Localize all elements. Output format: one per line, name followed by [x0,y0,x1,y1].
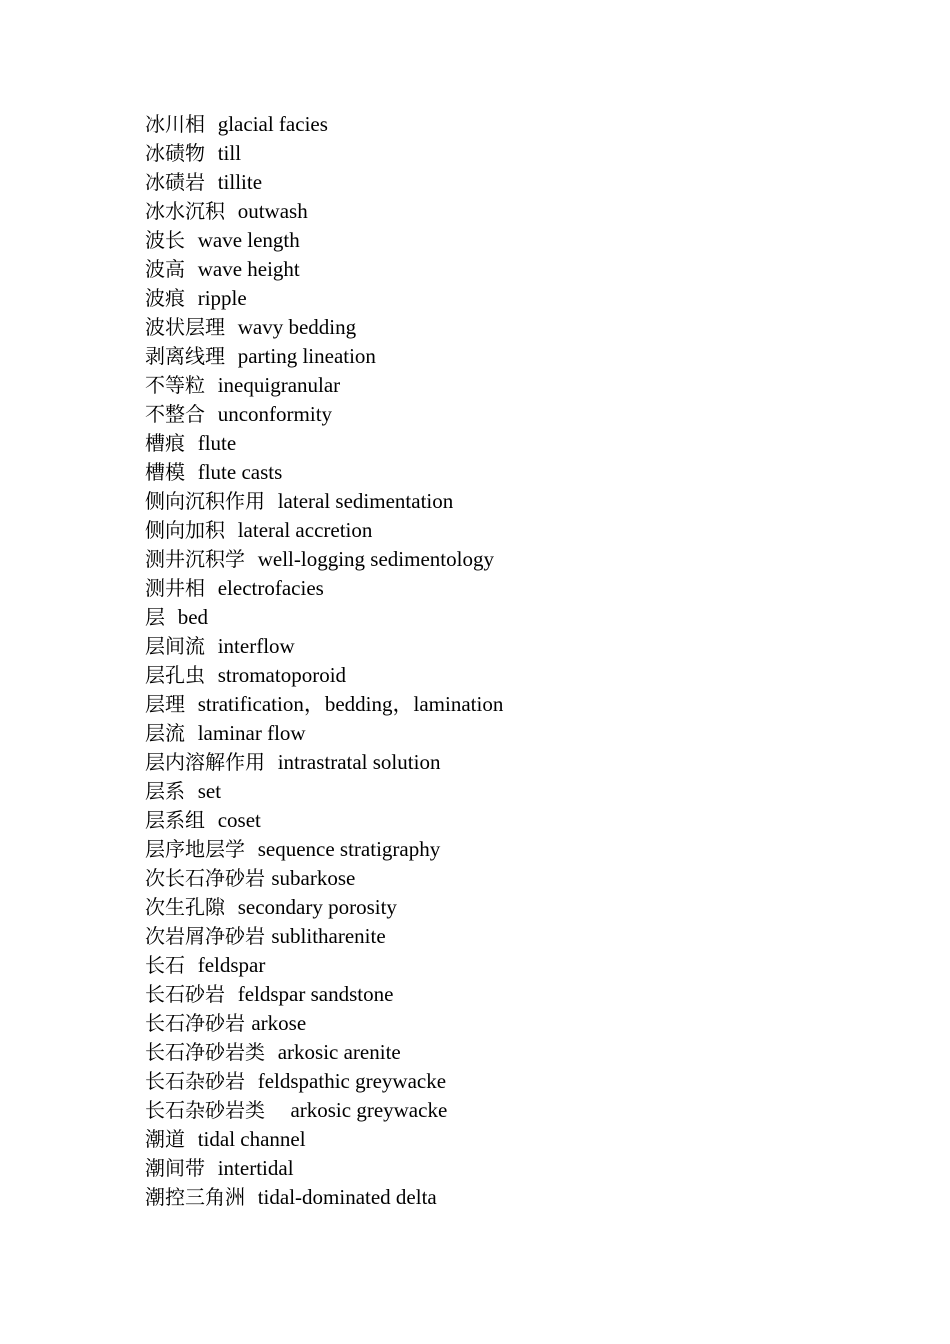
glossary-entry [145,1125,503,1154]
chinese-term: 层序地层学 [145,837,245,861]
glossary-entry [145,574,503,603]
glossary-entry [145,110,503,139]
chinese-term: 潮间带 [145,1156,205,1180]
english-term: electrofacies [217,576,324,600]
chinese-term: 层孔虫 [145,663,205,687]
english-term: wave height [197,257,300,281]
glossary-entry [145,922,503,951]
glossary-entry [145,342,503,371]
glossary-entry [145,429,503,458]
glossary-entry [145,777,503,806]
glossary-entry [145,487,503,516]
glossary-entry [145,313,503,342]
chinese-term: 层系组 [145,808,205,832]
chinese-term: 槽痕 [145,431,185,455]
chinese-term: 冰碛岩 [145,170,205,194]
english-term: stratification，bedding，lamination [197,692,504,716]
chinese-term: 次长石净砂岩 [145,866,265,890]
english-term: feldspathic greywacke [257,1069,447,1093]
english-term: secondary porosity [237,895,397,919]
chinese-term: 长石杂砂岩类 [145,1098,265,1122]
english-term: arkosic arenite [277,1040,401,1064]
english-term: till [217,141,242,165]
glossary-entry [145,748,503,777]
glossary-entry [145,458,503,487]
english-term: flute [197,431,237,455]
english-term: coset [217,808,261,832]
chinese-term: 测井相 [145,576,205,600]
glossary-entry [145,197,503,226]
glossary-entry [145,139,503,168]
english-term: tidal channel [197,1127,306,1151]
chinese-term: 长石净砂岩 [145,1011,245,1035]
chinese-term: 层间流 [145,634,205,658]
glossary-entry [145,1009,503,1038]
english-term: well-logging sedimentology [257,547,494,571]
english-term: laminar flow [197,721,306,745]
english-term: outwash [237,199,308,223]
english-term: sequence stratigraphy [257,837,441,861]
english-term: sublitharenite [271,924,386,948]
chinese-term: 波长 [145,228,185,252]
english-term: stromatoporoid [217,663,347,687]
english-term: lateral sedimentation [277,489,454,513]
english-term: intertidal [217,1156,294,1180]
glossary-entry [145,806,503,835]
english-term: parting lineation [237,344,376,368]
glossary-entry [145,168,503,197]
glossary-entry [145,226,503,255]
chinese-term: 长石砂岩 [145,982,225,1006]
chinese-term: 层 [145,605,165,629]
chinese-term: 层流 [145,721,185,745]
chinese-term: 冰川相 [145,112,205,136]
glossary-entry [145,980,503,1009]
chinese-term: 潮控三角洲 [145,1185,245,1209]
english-term: subarkose [271,866,356,890]
english-term: bed [177,605,209,629]
chinese-term: 槽模 [145,460,185,484]
english-term: arkosic greywacke [290,1098,448,1122]
chinese-term: 剥离线理 [145,344,225,368]
glossary-entry [145,1067,503,1096]
chinese-term: 冰碛物 [145,141,205,165]
glossary-entry [145,951,503,980]
english-term: ripple [197,286,247,310]
glossary-entry [145,1183,503,1212]
chinese-term: 长石杂砂岩 [145,1069,245,1093]
chinese-term: 侧向加积 [145,518,225,542]
chinese-term: 波痕 [145,286,185,310]
english-term: feldspar sandstone [237,982,394,1006]
glossary-entry [145,545,503,574]
english-term: lateral accretion [237,518,373,542]
glossary-entry [145,893,503,922]
glossary-entry [145,835,503,864]
glossary-entry [145,661,503,690]
glossary-entry [145,1154,503,1183]
english-term: arkose [251,1011,307,1035]
chinese-term: 长石净砂岩类 [145,1040,265,1064]
chinese-term: 侧向沉积作用 [145,489,265,513]
glossary-entry [145,1038,503,1067]
english-term: wave length [197,228,300,252]
english-term: inequigranular [217,373,341,397]
english-term: tidal-dominated delta [257,1185,437,1209]
glossary-entry [145,632,503,661]
chinese-term: 层系 [145,779,185,803]
glossary-entry [145,690,503,719]
glossary-entry [145,284,503,313]
chinese-term: 次生孔隙 [145,895,225,919]
chinese-term: 冰水沉积 [145,199,225,223]
glossary-entry [145,603,503,632]
chinese-term: 不等粒 [145,373,205,397]
glossary-entry [145,255,503,284]
glossary-entry [145,719,503,748]
english-term: set [197,779,222,803]
chinese-term: 层内溶解作用 [145,750,265,774]
chinese-term: 波状层理 [145,315,225,339]
english-term: interflow [217,634,295,658]
english-term: wavy bedding [237,315,357,339]
english-term: tillite [217,170,263,194]
glossary-entry [145,371,503,400]
glossary-list [145,110,503,1212]
glossary-entry [145,400,503,429]
chinese-term: 测井沉积学 [145,547,245,571]
chinese-term: 层理 [145,692,185,716]
english-term: unconformity [217,402,333,426]
english-term: intrastratal solution [277,750,441,774]
english-term: feldspar [197,953,266,977]
glossary-entry [145,864,503,893]
glossary-entry [145,1096,503,1125]
chinese-term: 不整合 [145,402,205,426]
english-term: flute casts [197,460,283,484]
chinese-term: 波高 [145,257,185,281]
glossary-entry [145,516,503,545]
chinese-term: 长石 [145,953,185,977]
english-term: glacial facies [217,112,328,136]
chinese-term: 潮道 [145,1127,185,1151]
chinese-term: 次岩屑净砂岩 [145,924,265,948]
